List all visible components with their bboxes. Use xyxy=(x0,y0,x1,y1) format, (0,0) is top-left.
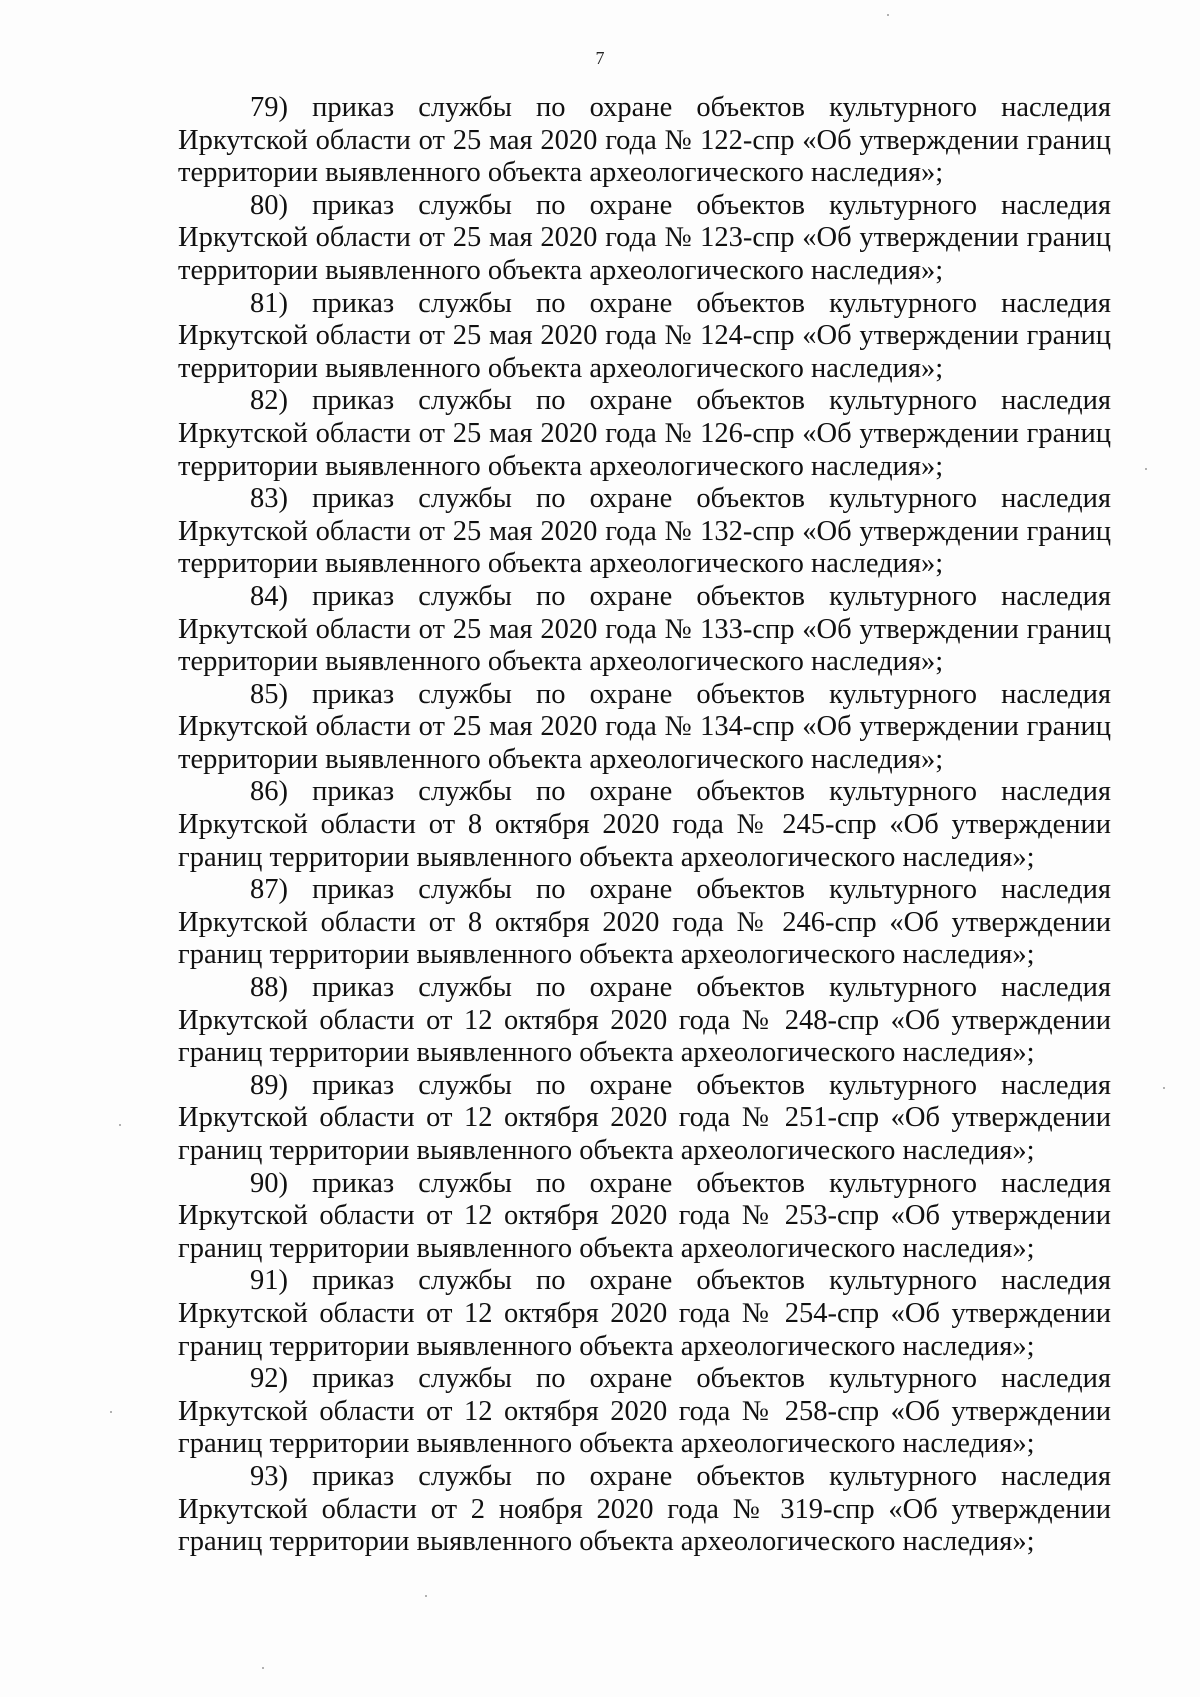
list-item: 91) приказ службы по охране объектов культурного наследия Иркутской области от 12 октября 2020 года № 254-спр «Об утверждении границ территории выявленного объекта археологического наследия»; xyxy=(178,1265,1111,1362)
list-item: 93) приказ службы по охране объектов культурного наследия Иркутской области от 2 ноября 2020 года № 319-спр «Об утверждении границ территории выявленного объекта археологического наследия»; xyxy=(178,1460,1111,1558)
document-body xyxy=(178,92,1111,1559)
list-item: 82) приказ службы по охране объектов культурного наследия Иркутской области от 25 мая 2020 года № 126-спр «Об утверждении границ территории выявленного объекта археологического наследия»; xyxy=(178,385,1111,482)
page-number: 7 xyxy=(595,48,605,68)
list-item: 84) приказ службы по охране объектов культурного наследия Иркутской области от 25 мая 2020 года № 133-спр «Об утверждении границ территории выявленного объекта археологического наследия»; xyxy=(178,580,1111,678)
list-item: 89) приказ службы по охране объектов культурного наследия Иркутской области от 12 октября 2020 года № 251-спр «Об утверждении границ территории выявленного объекта археологического наследия»; xyxy=(178,1069,1111,1166)
list-item: 81) приказ службы по охране объектов культурного наследия Иркутской области от 25 мая 2020 года № 124-спр «Об утверждении границ территории выявленного объекта археологического наследия»; xyxy=(178,287,1111,384)
scan-speck xyxy=(119,1124,121,1126)
scan-speck xyxy=(887,14,889,16)
list-item: 85) приказ службы по охране объектов культурного наследия Иркутской области от 25 мая 2020 года № 134-спр «Об утверждении границ территории выявленного объекта археологического наследия»; xyxy=(178,678,1111,775)
scan-speck xyxy=(1145,468,1147,470)
list-item: 79) приказ службы по охране объектов культурного наследия Иркутской области от 25 мая 2020 года № 122-спр «Об утверждении границ территории выявленного объекта археологического наследия»; xyxy=(178,92,1111,189)
list-item: 88) приказ службы по охране объектов культурного наследия Иркутской области от 12 октября 2020 года № 248-спр «Об утверждении границ территории выявленного объекта археологического наследия»; xyxy=(178,972,1111,1069)
scan-speck xyxy=(1163,1087,1165,1089)
list-item: 80) приказ службы по охране объектов культурного наследия Иркутской области от 25 мая 2020 года № 123-спр «Об утверждении границ территории выявленного объекта археологического наследия»; xyxy=(178,189,1111,286)
list-item: 90) приказ службы по охране объектов культурного наследия Иркутской области от 12 октября 2020 года № 253-спр «Об утверждении границ территории выявленного объекта археологического наследия»; xyxy=(178,1167,1111,1264)
list-item: 87) приказ службы по охране объектов культурного наследия Иркутской области от 8 октября 2020 года № 246-спр «Об утверждении границ территории выявленного объекта археологического наследия»; xyxy=(178,874,1111,971)
list-item: 86) приказ службы по охране объектов культурного наследия Иркутской области от 8 октября 2020 года № 245-спр «Об утверждении границ территории выявленного объекта археологического наследия»; xyxy=(178,776,1111,873)
scan-speck xyxy=(425,1595,427,1597)
list-item: 83) приказ службы по охране объектов культурного наследия Иркутской области от 25 мая 2020 года № 132-спр «Об утверждении границ территории выявленного объекта археологического наследия»; xyxy=(178,483,1111,580)
scan-speck xyxy=(110,1411,112,1413)
list-item: 92) приказ службы по охране объектов культурного наследия Иркутской области от 12 октября 2020 года № 258-спр «Об утверждении границ территории выявленного объекта археологического наследия»; xyxy=(178,1363,1111,1460)
scan-speck xyxy=(262,1667,264,1669)
